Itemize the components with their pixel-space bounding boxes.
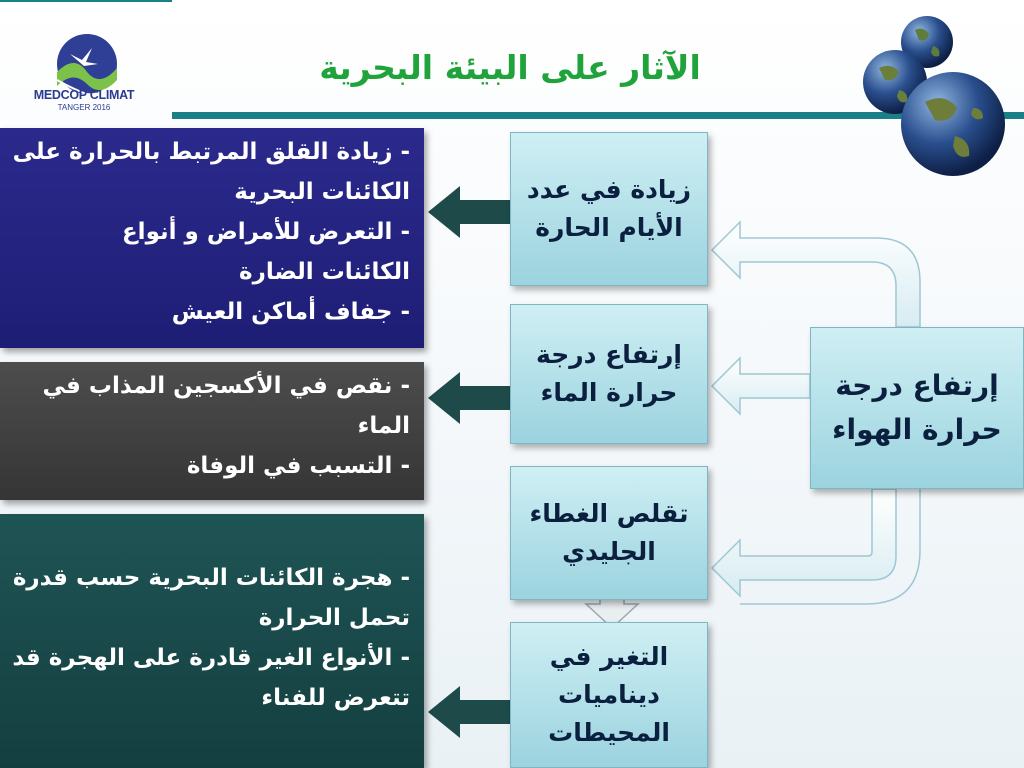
box-line: الأيام الحارة (535, 213, 683, 242)
box-air-temperature (810, 327, 1024, 489)
arrow-left-icon-2 (428, 372, 510, 424)
logo-name: MEDCOP CLIMAT (33, 88, 135, 102)
panel-line: - نقص في الأكسجين المذاب في (42, 373, 410, 399)
box-line: زيادة في عدد (526, 175, 692, 204)
panel-line: - الأنواع الغير قادرة على الهجرة قد (12, 645, 410, 671)
box-line: التغير في (549, 642, 669, 671)
panel-oxygen (0, 362, 424, 500)
box-ocean-dynamics (510, 622, 708, 768)
curved-arrow-top (712, 222, 920, 327)
box-line: إرتفاع درجة (835, 369, 999, 402)
panel-line: - التسبب في الوفاة (186, 453, 410, 479)
arrow-left-icon-3 (428, 686, 510, 738)
box-water-temperature (510, 304, 708, 444)
panel-line: تتعرض للفناء (261, 685, 410, 711)
box-line: الجليدي (562, 537, 656, 566)
box-line: حرارة الهواء (832, 413, 1002, 446)
panel-heat-stress (0, 128, 424, 348)
panel-line: تحمل الحرارة (258, 605, 410, 631)
page-title: الآثار على البيئة البحرية (319, 48, 701, 87)
curved-arrow-bottom (712, 489, 920, 604)
box-line: المحيطات (548, 718, 670, 747)
box-line: ديناميات (557, 680, 660, 709)
panel-line: الكائنات البحرية (234, 179, 410, 205)
panel-line: - جفاف أماكن العيش (171, 299, 410, 325)
panel-line: الماء (357, 413, 410, 439)
arrow-left-icon-1 (428, 186, 510, 238)
panel-line: - زيادة القلق المرتبط بالحرارة على (12, 139, 410, 165)
arrow-to-water-temp (712, 358, 810, 414)
panel-line: - التعرض للأمراض و أنواع (121, 219, 410, 245)
panel-line: - هجرة الكائنات البحرية حسب قدرة (12, 565, 410, 591)
box-line: تقلص الغطاء (529, 499, 689, 528)
panel-migration (0, 514, 424, 768)
logo-subtitle: TANGER 2016 (57, 103, 111, 112)
panel-line: الكائنات الضارة (239, 259, 410, 285)
box-ice-cover (510, 466, 708, 600)
box-hot-days (510, 132, 708, 286)
box-line: حرارة الماء (540, 378, 678, 407)
box-line: إرتفاع درجة (536, 340, 682, 369)
